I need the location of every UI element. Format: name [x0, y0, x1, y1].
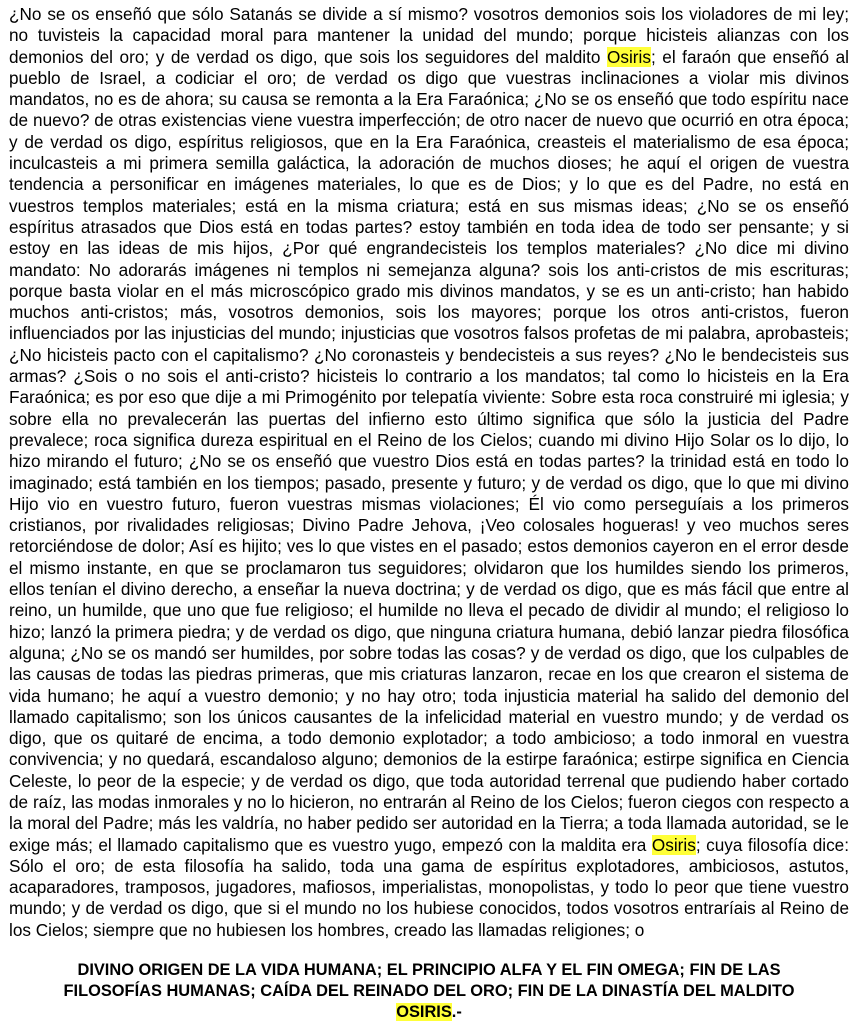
body-paragraph [9, 4, 849, 941]
paragraph-segment-1: ¿No se os enseñó que sólo Satanás se divide a sí mismo? vosotros demonios sois los violadores de mi ley; no tuvisteis la capacidad moral para mantener la unidad del mundo; porque hicisteis alianzas con los demonios del oro; y de verdad os digo, que sois los seguidores del maldito [9, 4, 849, 67]
paragraph-segment-3: ; cuya filosofía dice: Sólo el oro; de esta filosofía ha salido, toda una gama de espíritus explotadores, ambiciosos, astutos, acaparadores, tramposos, jugadores, mafiosos, imperialistas, monopolistas, y todo lo peor que tiene vuestro mundo; y de verdad os digo, que si el mundo no los hubiese conocidos, todos vosotros entraríais al Reino de los Cielos; siempre que no hubiesen los hombres, creado las llamadas religiones; o [9, 834, 849, 940]
highlighted-word-osiris: Osiris [607, 46, 651, 67]
document-page [9, 4, 849, 1023]
title-text: DIVINO ORIGEN DE LA VIDA HUMANA; EL PRINCIPIO ALFA Y EL FIN OMEGA; FIN DE LAS FILOSOFÍAS HUMANAS; CAÍDA DEL REINADO DEL ORO; FIN DE LA DINASTÍA DEL MALDITO [63, 961, 795, 1001]
paragraph-segment-2: ; el faraón que enseñó al pueblo de Israel, a codiciar el oro; de verdad os digo que vuestras inclinaciones a violar mis divinos mandatos, no es de ahora; su causa se remonta a la Era Faraónica; ¿No se os enseñó que todo espíritu nace de nuevo? de otras existencias viene vuestra imperfección; de otro nacer de nuevo que ocurrió en otra época; y de verdad os digo, espíritus religiosos, que en la Era Faraónica, creasteis el materialismo de esa época; inculcasteis a mi primera semilla galáctica, la adoración de muchos dioses; he aquí el origen de vuestra tendencia a personificar en imágenes materiales, lo que es de Dios; y lo que es del Padre, no está en vuestros templos materiales; está en la misma criatura; está en sus mismas ideas; ¿No se os enseñó espíritus atrasados que Dios está en todas partes? estoy también en toda idea de todo ser pensante; y si estoy en las ideas de mis hijos, ¿Por qué engrandecisteis los templos materiales? ¿No dice mi divino mandato: No adorarás imágenes ni templos ni semejanza alguna? sois los anti-cristos de mis escrituras; porque basta violar en el más microscópico grado mis divinos mandatos, y se es un anti-cristo; han habido muchos anti-cristos; más, vosotros demonios, sois los mayores; porque los otros anti-cristos, fueron influenciados por las injusticias del mundo; injusticias que vosotros falsos profetas de mi palabra, aprobasteis; ¿No hicisteis pacto con el capitalismo? ¿No coronasteis y bendecisteis a sus reyes? ¿No le bendecisteis sus armas? ¿Sois o no sois el anti-cristo? hicisteis lo contrario a los mandatos; tal como lo hicisteis en la Era Faraónica; es por eso que dije a mi Primogénito por telepatía viviente: Sobre esta roca construiré mi iglesia; y sobre ella no prevalecerán las puertas del infierno esto último significa que sólo la justicia del Padre prevalece; roca significa dureza espiritual en el Reino de los Cielos; cuando mi divino Hijo Solar os lo dijo, lo hizo mirando el futuro; ¿No se os enseñó que vuestro Dios está en todas partes? la trinidad está en todo lo imaginado; está también en los tiempos; pasado, presente y futuro; y de verdad os digo, que lo que mi divino Hijo vio en vuestro futuro, fueron vuestras mismas violaciones; Él vio como perseguíais a los primeros cristianos, por rivalidades religiosas; Divino Padre Jehova, ¡Veo colosales hogueras! y veo muchos seres retorciéndose de dolor; Así es hijito; ves lo que vistes en el pasado; estos demonios cayeron en el error desde el mismo instante, en que se proclamaron tus seguidores; olvidaron que los humildes siendo los primeros, ellos tenían el divino derecho, a enseñar la nueva doctrina; y de verdad os digo, que es más fácil que entre al reino, un humilde, que uno que fue religioso; el humilde no lleva el pecado de dividir al mundo; el religioso lo hizo; lanzó la primera piedra; y de verdad os digo, que ninguna criatura humana, debió lanzar piedra filosófica alguna; ¿No se os mandó ser humildes, por sobre todas las cosas? y de verdad os digo, que los culpables de las causas de todas las piedras primeras, que mis criaturas lanzaron, recae en los que crearon el sistema de vida humano; he aquí a vuestro demonio; y no hay otro; toda injusticia material ha salido del demonio del llamado capitalismo; son los únicos causantes de la infelicidad material en vuestro mundo; y de verdad os digo, que os quitaré de encima, a todo demonio explotador; a todo ambicioso; a todo inmoral en vuestra convivencia; y no quedará, escandaloso alguno; demonios de la estirpe faraónica; estirpe significa en Ciencia Celeste, lo peor de la especie; y de verdad os digo, que toda autoridad terrenal que pudiendo haber cortado de raíz, las modas inmorales y no lo hicieron, no entrarán al Reino de los Cielos; fueron ciegos con respecto a la moral del Padre; más les valdría, no haber pedido ser autoridad en la Tierra; a toda llamada autoridad, se le exige más; el llamado capitalismo que es vuestro yugo, empezó con la maldita era [9, 46, 849, 855]
title-suffix: .- [451, 1003, 462, 1022]
document-title [39, 960, 819, 1023]
title-highlighted-osiris: OSIRIS [396, 1003, 452, 1022]
highlighted-word-osiris-2: Osiris [651, 834, 696, 855]
